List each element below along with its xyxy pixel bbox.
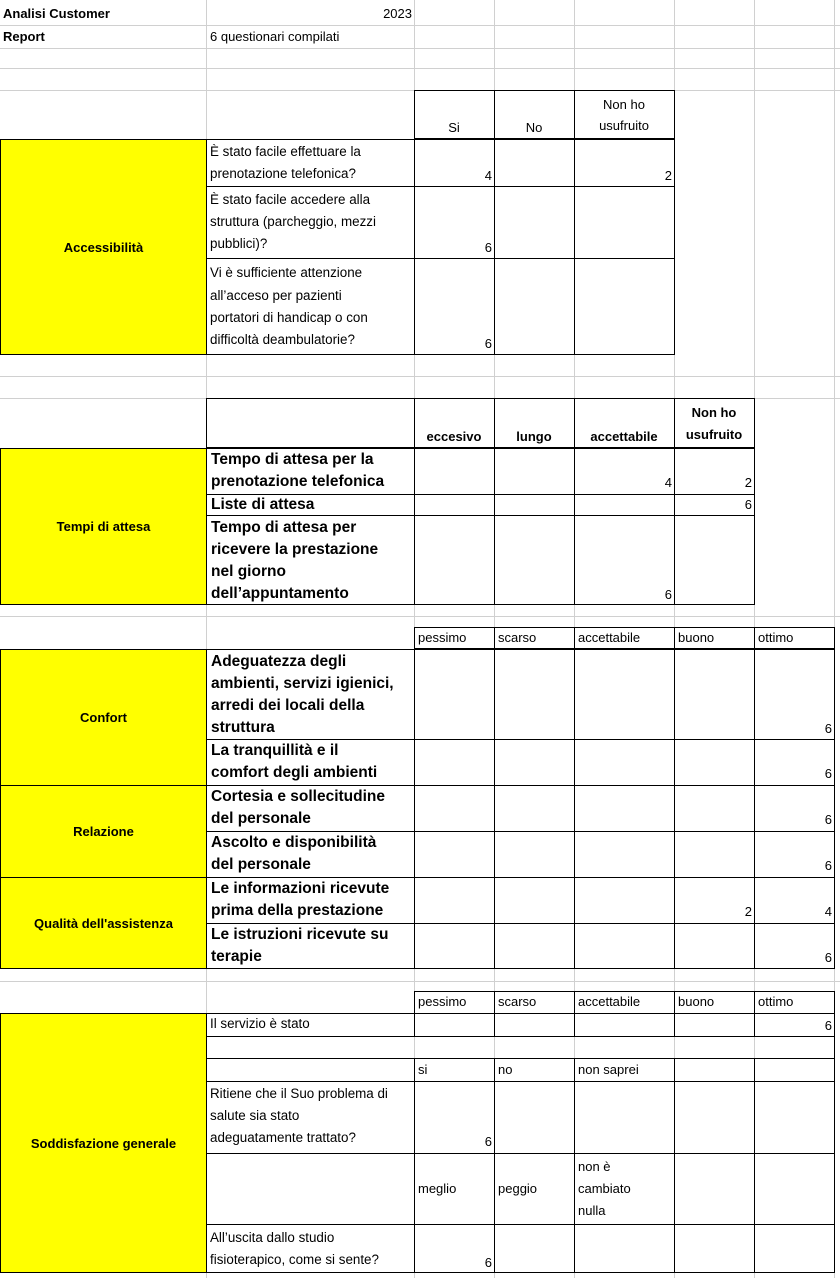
- col-meglio: meglio: [418, 1181, 457, 1196]
- col-ottimo: ottimo: [758, 994, 794, 1009]
- col-non-ho: Non ho: [603, 97, 645, 112]
- question-text: Cortesia e sollecitudine: [211, 788, 385, 805]
- question-text: dell’appuntamento: [211, 585, 349, 602]
- cell-value: 6: [744, 497, 752, 512]
- col-accettabile: accettabile: [578, 994, 641, 1009]
- grid-line: [0, 48, 840, 49]
- col-divider: [414, 1058, 495, 1273]
- col-buono: buono: [678, 630, 715, 645]
- col-scarso: scarso: [498, 994, 537, 1009]
- question-text: pubblici)?: [210, 236, 268, 251]
- col-pessimo: pessimo: [418, 994, 467, 1009]
- question-text: La tranquillità e il: [211, 742, 339, 759]
- question-text: del personale: [211, 856, 311, 873]
- col-si: Si: [448, 120, 460, 135]
- report-value: 6 questionari compilati: [210, 29, 340, 44]
- report-label: Report: [3, 29, 45, 44]
- question-text: Liste di attesa: [211, 496, 315, 513]
- col-divider: [674, 1013, 755, 1037]
- col-buono: buono: [678, 994, 715, 1009]
- cell-value: 4: [824, 904, 832, 919]
- cell-value: 6: [824, 950, 832, 965]
- sheet-title: Analisi Customer: [3, 6, 110, 21]
- question-text: struttura (parcheggio, mezzi: [210, 214, 376, 229]
- col-divider: [414, 1013, 495, 1037]
- row-divider: [206, 1036, 835, 1059]
- col-accettabile: accettabile: [578, 630, 641, 645]
- category-qualita: Qualità dell'assistenza: [0, 877, 207, 969]
- question-text: portatori di handicap o con: [210, 310, 368, 325]
- question-text: ricevere la prestazione: [211, 541, 379, 558]
- cell-value: 4: [484, 168, 492, 183]
- col-nulla: nulla: [578, 1203, 606, 1218]
- cell-value: 6: [824, 721, 832, 736]
- col-divider: [414, 649, 495, 969]
- cell-value: 4: [664, 475, 672, 490]
- cell-value: 6: [824, 858, 832, 873]
- question-text: Tempo di attesa per: [211, 519, 357, 536]
- col-divider: [494, 139, 575, 355]
- grid-line: [0, 376, 840, 377]
- question-text: Vi è sufficiente attenzione: [210, 265, 363, 280]
- question-text: prenotazione telefonica?: [210, 166, 356, 181]
- question-text: È stato facile accedere alla: [210, 192, 371, 207]
- question-text: del personale: [211, 810, 311, 827]
- question-text: ambienti, servizi igienici,: [211, 675, 394, 692]
- cell-value: 6: [824, 812, 832, 827]
- cell-value: 6: [664, 587, 672, 602]
- question-text: struttura: [211, 719, 275, 736]
- category-soddisfazione: Soddisfazione generale: [0, 1013, 207, 1273]
- col-non-ho: Non ho: [691, 405, 737, 420]
- question-text: salute sia stato: [210, 1108, 300, 1123]
- grid-line: [0, 25, 840, 26]
- category-confort: Confort: [0, 649, 207, 786]
- question-text: all’acceso per pazienti: [210, 288, 342, 303]
- col-divider: [674, 649, 755, 969]
- question-text: Adeguatezza degli: [211, 653, 347, 670]
- question-text: Ritiene che il Suo problema di: [210, 1086, 388, 1101]
- cell-value: 6: [484, 336, 492, 351]
- col-non-e: non è: [578, 1159, 611, 1174]
- grid-line: [0, 68, 840, 69]
- col-si: si: [418, 1062, 428, 1077]
- question-text: terapie: [211, 948, 262, 965]
- cell-value: 6: [484, 1255, 492, 1270]
- question-text: Il servizio è stato: [210, 1016, 310, 1031]
- cell-value: 6: [484, 1134, 492, 1149]
- cell-value: 2: [744, 475, 752, 490]
- col-divider: [414, 448, 495, 605]
- category-relazione: Relazione: [0, 785, 207, 878]
- col-scarso: scarso: [498, 630, 537, 645]
- col-divider: [574, 1013, 675, 1037]
- question-text: arredi dei locali della: [211, 697, 365, 714]
- question-text: Ascolto e disponibilità: [211, 834, 377, 851]
- col-eccesivo: eccesivo: [426, 429, 482, 444]
- cell-value: 6: [484, 240, 492, 255]
- col-accettabile: accettabile: [590, 429, 658, 444]
- question-text: È stato facile effettuare la: [210, 144, 361, 159]
- cell-value: 6: [824, 1018, 832, 1033]
- col-ottimo: ottimo: [758, 630, 794, 645]
- question-text: adeguatamente trattato?: [210, 1130, 356, 1145]
- question-text: prenotazione telefonica: [211, 473, 385, 490]
- question-text: nel giorno: [211, 563, 286, 580]
- cell-value: 2: [744, 904, 752, 919]
- question-text: Le istruzioni ricevute su: [211, 926, 389, 943]
- col-divider: [574, 649, 675, 969]
- col-usufruito: usufruito: [599, 118, 649, 133]
- col-divider: [494, 1058, 575, 1273]
- col-divider: [494, 448, 575, 605]
- question-text: difficoltà deambulatorie?: [210, 332, 355, 347]
- cell-value: 2: [664, 168, 672, 183]
- col-divider: [574, 448, 675, 605]
- col-non-saprei: non saprei: [578, 1062, 639, 1077]
- grid-line: [0, 616, 840, 617]
- category-tempi: Tempi di attesa: [0, 448, 207, 605]
- col-divider: [494, 649, 575, 969]
- year-value: 2023: [383, 6, 412, 21]
- question-text: Tempo di attesa per la: [211, 451, 374, 468]
- col-usufruito: usufruito: [685, 427, 743, 442]
- col-no: No: [525, 120, 543, 135]
- grid-line: [0, 981, 840, 982]
- category-accessibilita: Accessibilità: [0, 139, 207, 355]
- col-peggio: peggio: [498, 1181, 538, 1196]
- col-divider: [674, 1058, 755, 1273]
- col-pessimo: pessimo: [418, 630, 467, 645]
- question-text: fisioterapico, come si sente?: [210, 1252, 379, 1267]
- cell-value: 6: [824, 766, 832, 781]
- question-text: prima della prestazione: [211, 902, 384, 919]
- question-text: Le informazioni ricevute: [211, 880, 390, 897]
- col-cambiato: cambiato: [578, 1181, 631, 1196]
- col-divider: [494, 1013, 575, 1037]
- col-lungo: lungo: [516, 429, 552, 444]
- question-text: All’uscita dallo studio: [210, 1230, 335, 1245]
- question-text: comfort degli ambienti: [211, 764, 378, 781]
- col-no: no: [498, 1062, 513, 1077]
